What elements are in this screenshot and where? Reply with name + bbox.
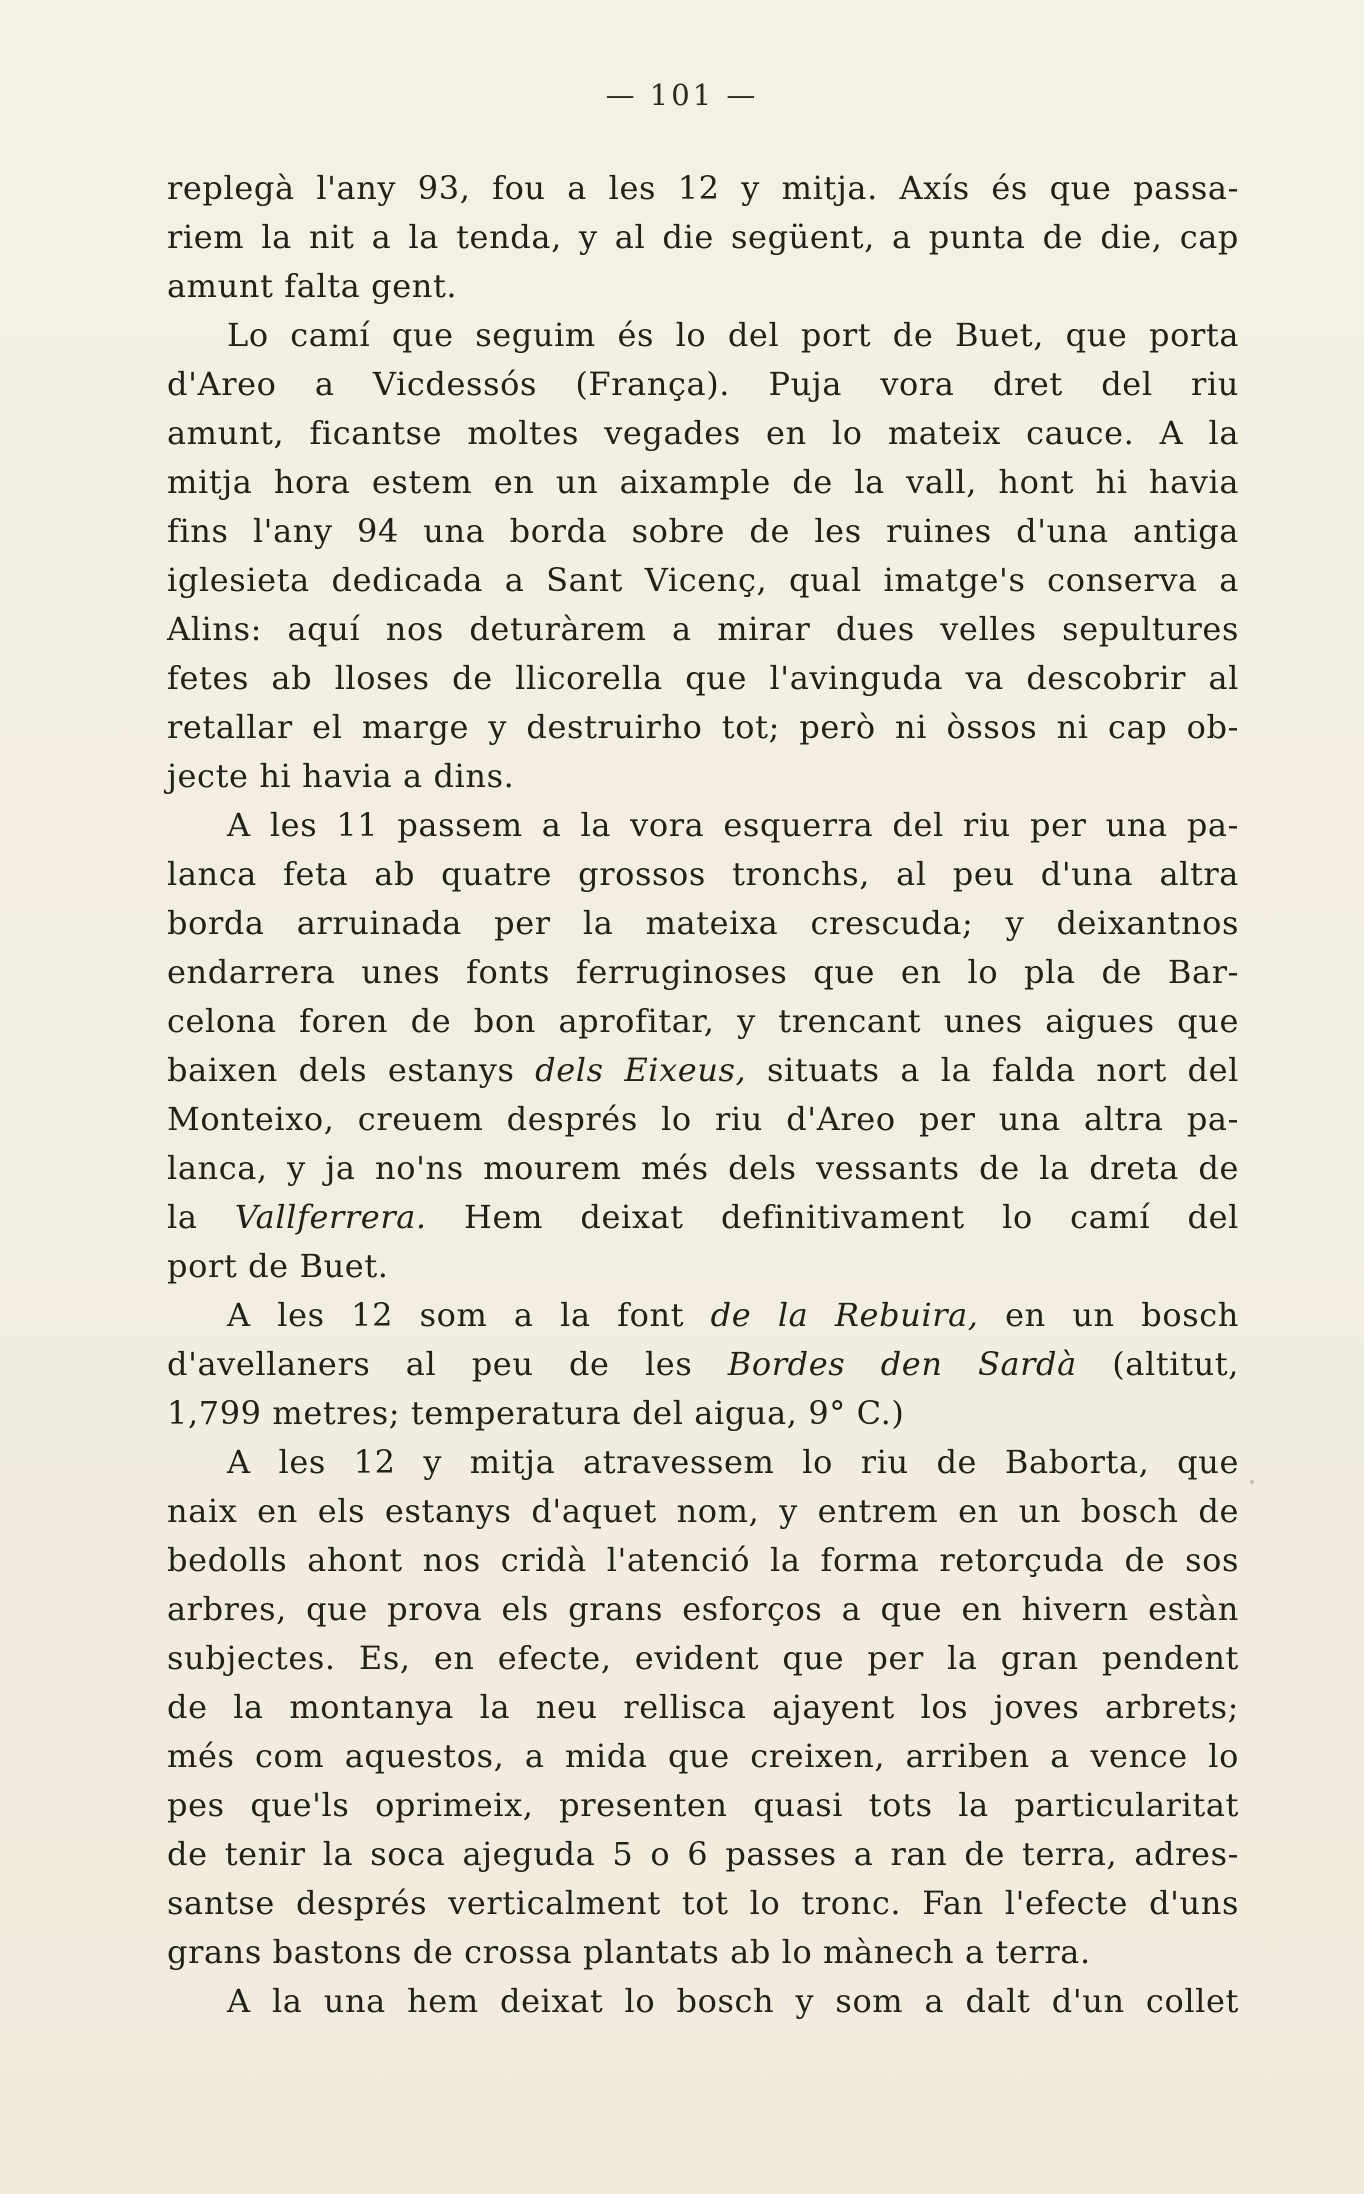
text-segment: endarrera unes fonts ferruginoses que en lo pla de Bar-: [167, 953, 1239, 991]
italic-text: de la Rebuira,: [710, 1296, 979, 1334]
text-line: [167, 703, 1239, 752]
text-line: [167, 997, 1239, 1046]
text-line: [167, 801, 1239, 850]
text-line: [167, 1438, 1239, 1487]
text-segment: port de Buet.: [167, 1247, 389, 1285]
text-segment: de tenir la soca ajeguda 5 o 6 passes a ran de terra, adres-: [167, 1835, 1239, 1873]
text-line: [167, 409, 1239, 458]
text-segment: fetes ab lloses de llicorella que l'avinguda va descobrir al: [167, 659, 1239, 697]
text-segment: riem la nit a la tenda, y al die següent, a punta de die, cap: [167, 218, 1239, 256]
text-line: [167, 1242, 1239, 1291]
text-line: [167, 360, 1239, 409]
text-line: [167, 311, 1239, 360]
text-segment: en un bosch: [978, 1296, 1239, 1334]
text-line: [167, 1879, 1239, 1928]
text-segment: més com aquestos, a mida que creixen, arriben a vence lo: [167, 1737, 1239, 1775]
text-segment: 1,799 metres; temperatura del aigua, 9° C.): [167, 1394, 905, 1432]
text-line: [167, 605, 1239, 654]
text-segment: d'Areo a Vicdessós (França). Puja vora dret del riu: [167, 365, 1239, 403]
text-segment: mitja hora estem en un aixample de la vall, hont hi havia: [167, 463, 1239, 501]
text-segment: A les 12 som a la font: [227, 1296, 711, 1334]
text-line: [167, 507, 1239, 556]
text-segment: Monteixo, creuem després lo riu d'Areo per una altra pa-: [167, 1100, 1239, 1138]
text-line: [167, 556, 1239, 605]
text-segment: Alins: aquí nos deturàrem a mirar dues velles sepultures: [167, 610, 1239, 648]
text-line: [167, 948, 1239, 997]
text-segment: celona foren de bon aprofitar, y trencant unes aigues que: [167, 1002, 1239, 1040]
text-segment: jecte hi havia a dins.: [167, 757, 515, 795]
text-line: [167, 262, 1239, 311]
text-line: [167, 1781, 1239, 1830]
text-segment: baixen dels estanys: [167, 1051, 536, 1089]
text-segment: arbres, que prova els grans esforços a que en hivern estàn: [167, 1590, 1239, 1628]
text-line: [167, 1732, 1239, 1781]
text-line: [167, 899, 1239, 948]
text-segment: grans bastons de crossa plantats ab lo mànech a terra.: [167, 1933, 1091, 1971]
text-segment: situats a la falda nort del: [746, 1051, 1239, 1089]
text-segment: amunt falta gent.: [167, 267, 458, 305]
body-text: [167, 164, 1239, 2026]
text-line: [167, 850, 1239, 899]
text-segment: naix en els estanys d'aquet nom, y entrem en un bosch de: [167, 1492, 1239, 1530]
text-line: [167, 1928, 1239, 1977]
text-segment: santse després verticalment tot lo tronc. Fan l'efecte d'uns: [167, 1884, 1239, 1922]
text-line: [167, 1830, 1239, 1879]
text-line: [167, 1291, 1239, 1340]
text-segment: retallar el marge y destruirho tot; però ni òssos ni cap ob-: [167, 708, 1239, 746]
text-line: [167, 1095, 1239, 1144]
text-segment: Lo camí que seguim és lo del port de Buet, que porta: [227, 316, 1239, 354]
text-segment: de la montanya la neu rellisca ajayent los joves arbrets;: [167, 1688, 1239, 1726]
text-segment: subjectes. Es, en efecte, evident que per la gran pendent: [167, 1639, 1239, 1677]
text-segment: lanca, y ja no'ns mourem més dels vessants de la dreta de: [167, 1149, 1239, 1187]
text-line: [167, 1046, 1239, 1095]
text-line: [167, 752, 1239, 801]
text-line: [167, 164, 1239, 213]
text-segment: A les 11 passem a la vora esquerra del riu per una pa-: [227, 806, 1239, 844]
text-segment: lanca feta ab quatre grossos tronchs, al peu d'una altra: [167, 855, 1239, 893]
text-line: [167, 1977, 1239, 2026]
text-line: [167, 1193, 1239, 1242]
text-segment: bedolls ahont nos cridà l'atenció la forma retorçuda de sos: [167, 1541, 1239, 1579]
italic-text: Vallferrera.: [234, 1198, 427, 1236]
text-line: [167, 1634, 1239, 1683]
text-line: [167, 1144, 1239, 1193]
text-segment: A les 12 y mitja atravessem lo riu de Baborta, que: [227, 1443, 1239, 1481]
page-number: — 101 —: [605, 78, 759, 112]
text-segment: d'avellaners al peu de les: [167, 1345, 728, 1383]
text-line: [167, 1487, 1239, 1536]
italic-text: dels Eixeus,: [535, 1051, 747, 1089]
text-line: [167, 1585, 1239, 1634]
text-line: [167, 654, 1239, 703]
text-line: [167, 458, 1239, 507]
text-segment: pes que'ls oprimeix, presenten quasi tots la particularitat: [167, 1786, 1239, 1824]
text-segment: la: [167, 1198, 235, 1236]
text-segment: borda arruinada per la mateixa crescuda; y deixantnos: [167, 904, 1239, 942]
text-segment: A la una hem deixat lo bosch y som a dalt d'un collet: [227, 1982, 1239, 2020]
paper-speck: [1250, 1480, 1254, 1484]
text-line: [167, 1389, 1239, 1438]
text-segment: (altitut,: [1076, 1345, 1240, 1383]
text-line: [167, 1340, 1239, 1389]
text-segment: Hem deixat definitivament lo camí del: [426, 1198, 1239, 1236]
text-line: [167, 1683, 1239, 1732]
text-segment: iglesieta dedicada a Sant Vicenç, qual imatge's conserva a: [167, 561, 1239, 599]
text-segment: fins l'any 94 una borda sobre de les ruines d'una antiga: [167, 512, 1239, 550]
text-segment: amunt, ficantse moltes vegades en lo mateix cauce. A la: [167, 414, 1239, 452]
text-line: [167, 1536, 1239, 1585]
text-segment: replegà l'any 93, fou a les 12 y mitja. Axís és que passa-: [167, 169, 1239, 207]
italic-text: Bordes den Sardà: [727, 1345, 1077, 1383]
text-line: [167, 213, 1239, 262]
